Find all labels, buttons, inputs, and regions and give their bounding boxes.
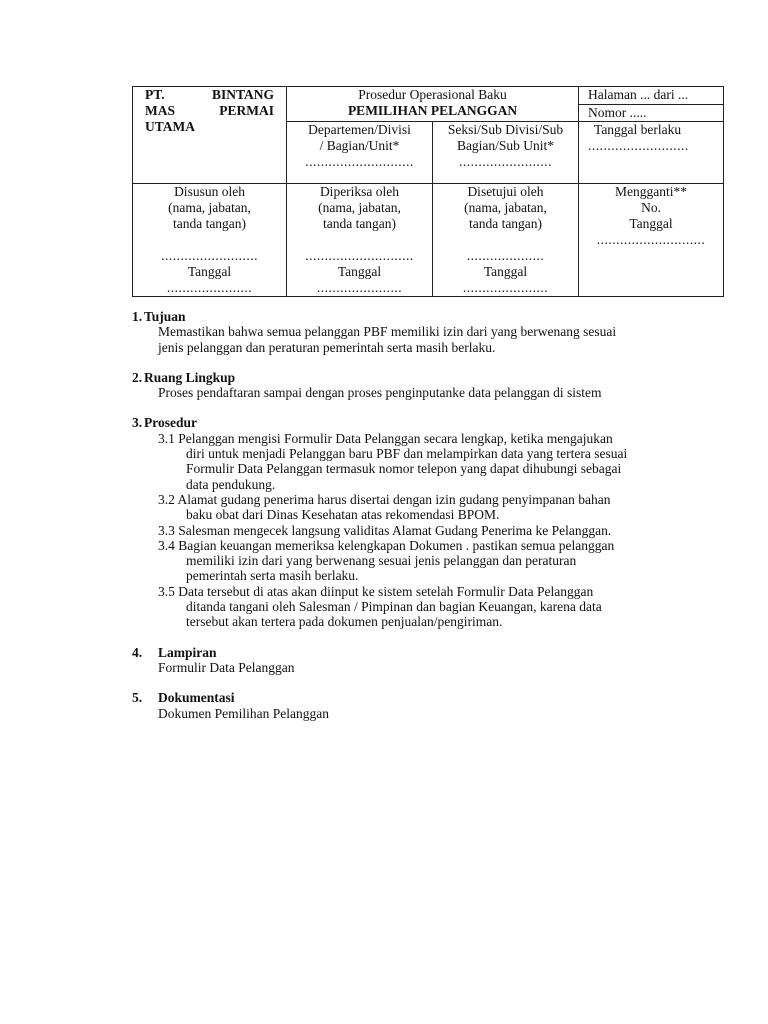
tanggal-berlaku-cell: Tanggal berlaku .......................... — [579, 122, 724, 184]
section-prosedur: 3. Prosedur 3.1 Pelanggan mengisi Formulir Data Pelanggan secara lengkap, ketika mengajukan diri untuk menjadi Pelanggan baru PBF dan melampirkan data yang tertera sesuai Formulir Data Pelanggan termasuk nomor telepon yang dapat dihubungi sebagai data pendukung. 3.2 Alamat gudang penerima harus disertai dengan izin gudang penyimpanan bahan baku obat dari Dinas Kesehatan atas rekomendasi BPOM. 3.3 Salesman mengecek langsung validitas Alamat Gudang Penerima ke Pelanggan. 3.4 Bagian keuangan memeriksa kelengkapan Dokumen . pastikan semua pelanggan memiliki izin dari yang berwenang sesuai jenis pelanggan dan peraturan pemerintah serta masih berlaku. 3.5 Data tersebut di atas akan diinput ke sistem setelah Formulir Data Pelanggan ditanda tangani oleh Salesman / Pimpinan dan bagian Keuangan, karena data tersebut akan tertera pada dokumen penjualan/pengiriman. — [132, 415, 652, 629]
document-body — [132, 309, 652, 721]
prosedur-item: 3.3 Salesman mengecek langsung validitas Alamat Gudang Penerima ke Pelanggan. — [158, 522, 612, 538]
section-lampiran: 4. Lampiran Formulir Data Pelanggan — [132, 644, 295, 675]
diperiksa-oleh-cell: Diperiksa oleh (nama, jabatan, tanda tangan) ............................ Tanggal ...................... — [287, 184, 433, 297]
section-title: Ruang Lingkup — [144, 369, 236, 385]
nomor-cell: Nomor ..... — [579, 105, 724, 122]
section-dokumentasi: 5. Dokumentasi Dokumen Pemilihan Pelanggan — [132, 690, 329, 721]
prosedur-item: 3.4 Bagian keuangan memeriksa kelengkapan Dokumen . pastikan semua pelanggan memiliki izin dari yang berwenang sesuai jenis pelanggan dan peraturan pemerintah serta masih berlaku. — [158, 537, 615, 584]
section-title: Tujuan — [144, 309, 186, 324]
prosedur-item: 3.5 Data tersebut di atas akan diinput ke sistem setelah Formulir Data Pelanggan ditanda tangani oleh Salesman / Pimpinan dan bagian Keuangan, karena data tersebut akan tertera pada dokumen penjualan/pengiriman. — [158, 583, 602, 630]
section-tujuan: 1. Tujuan Memastikan bahwa semua pelanggan PBF memiliki izin dari yang berwenang sesuai jenis pelanggan dan peraturan pemerintah serta masih berlaku. — [132, 309, 617, 355]
mengganti-cell: Mengganti** No. Tanggal ............................ — [579, 184, 724, 297]
sop-title-cell — [287, 87, 579, 122]
seksi-cell: Seksi/Sub Divisi/Sub Bagian/Sub Unit* ........................ — [433, 122, 579, 184]
sop-label: Prosedur Operasional Baku — [358, 87, 507, 102]
sop-title: PEMILIHAN PELANGGAN — [347, 103, 518, 118]
section-title: Prosedur — [144, 415, 197, 431]
sop-header-table — [132, 86, 724, 297]
disetujui-oleh-cell: Disetujui oleh (nama, jabatan, tanda tangan) .................... Tanggal ...................... — [433, 184, 579, 297]
halaman-cell: Halaman ... dari ... — [579, 87, 724, 105]
departemen-cell: Departemen/Divisi / Bagian/Unit* ............................ — [287, 122, 433, 184]
disusun-oleh-cell: Disusun oleh (nama, jabatan, tanda tangan) ......................... Tanggal ...................... — [133, 184, 287, 297]
section-title: Dokumentasi — [158, 690, 235, 706]
company-name: PT. BINTANG MAS PERMAI UTAMA — [133, 87, 287, 184]
section-ruang-lingkup: 2. Ruang Lingkup Proses pendaftaran sampai dengan proses penginputanke data pelanggan di sistem — [132, 369, 602, 401]
prosedur-item: 3.1 Pelanggan mengisi Formulir Data Pelanggan secara lengkap, ketika mengajukan diri untuk menjadi Pelanggan baru PBF dan melampirkan data yang tertera sesuai Formulir Data Pelanggan termasuk nomor telepon yang dapat dihubungi sebagai data pendukung. — [158, 430, 628, 492]
section-title: Lampiran — [158, 644, 217, 660]
prosedur-item: 3.2 Alamat gudang penerima harus disertai dengan izin gudang penyimpanan bahan baku obat dari Dinas Kesehatan atas rekomendasi BPOM. — [158, 491, 611, 523]
